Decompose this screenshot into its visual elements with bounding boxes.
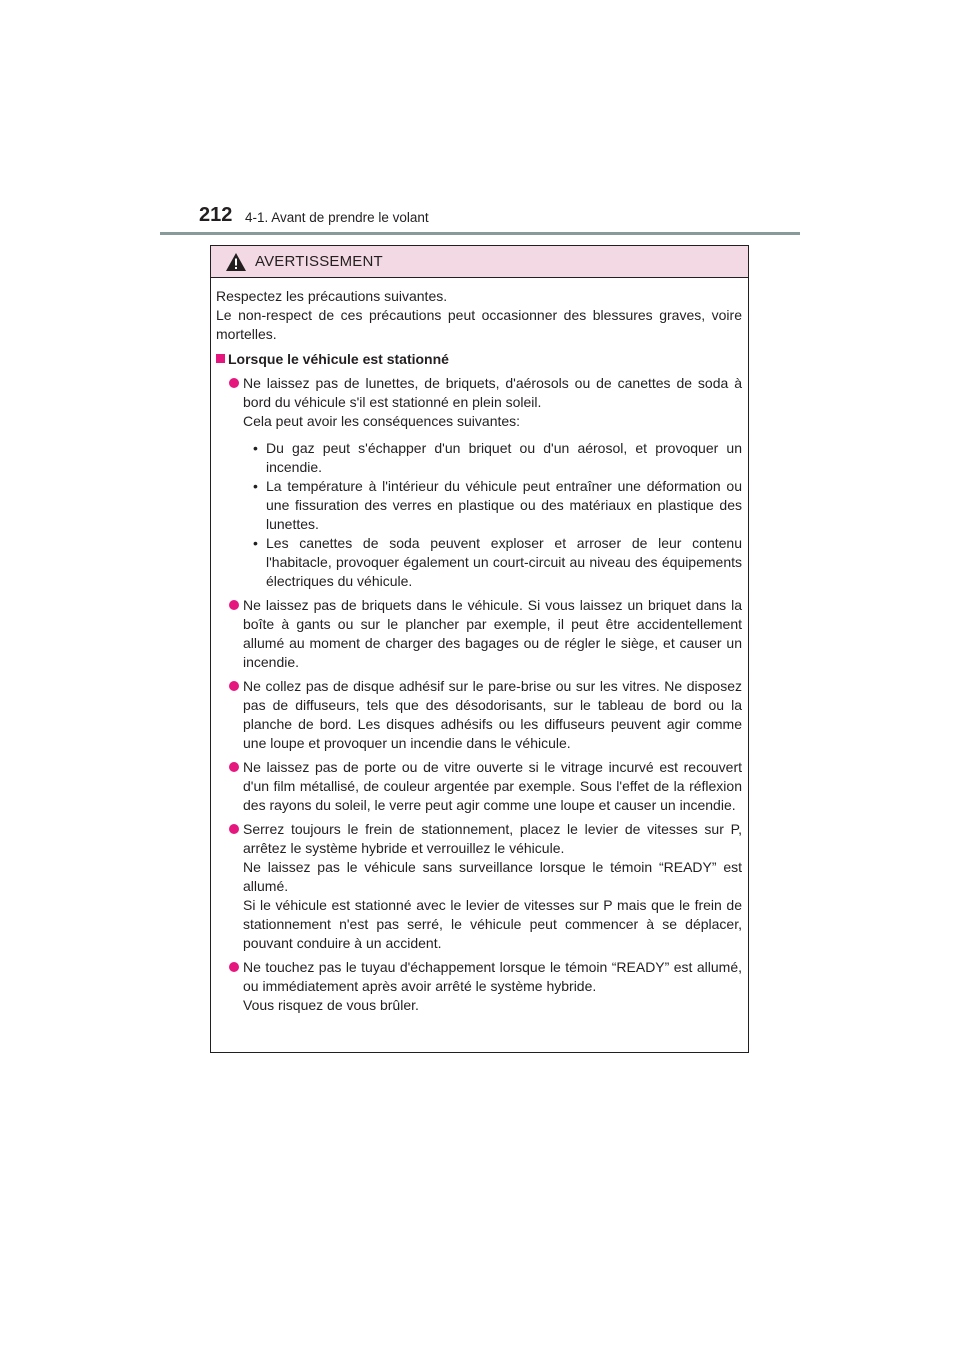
chapter-title: 4-1. Avant de prendre le volant [245, 210, 429, 225]
warning-title: AVERTISSEMENT [255, 253, 383, 270]
section-title: Lorsque le véhicule est stationné [228, 351, 449, 367]
circle-bullet-icon [229, 681, 239, 691]
page-number: 212 [199, 204, 233, 226]
sub-item [243, 477, 742, 534]
warning-intro [216, 287, 742, 344]
square-bullet-icon [216, 354, 225, 363]
list-item [216, 677, 742, 753]
list-item [216, 758, 742, 815]
intro-line: Le non-respect de ces précautions peut occasionner des blessures graves, voire mortelles. [216, 307, 742, 342]
dot-bullet-icon: • [253, 535, 258, 551]
sub-item [243, 534, 742, 591]
item-paragraph: Ne laissez pas de lunettes, de briquets, d'aérosols ou de canettes de soda à bord du véhicule s'il est stationné en plein soleil. [243, 375, 742, 410]
warning-triangle-icon [225, 252, 247, 272]
list-item [216, 958, 742, 1015]
warning-body [216, 287, 742, 1020]
item-paragraph: Ne touchez pas le tuyau d'échappement lorsque le témoin “READY” est allumé, ou immédiatement après avoir arrêté le système hybride. [243, 959, 742, 994]
section-heading [216, 350, 742, 369]
list-item [216, 374, 742, 591]
list-item [216, 596, 742, 672]
circle-bullet-icon [229, 378, 239, 388]
item-paragraph: Vous risquez de vous brûler. [243, 997, 419, 1013]
list-item [216, 820, 742, 953]
warning-header [211, 246, 748, 278]
sub-item-text: Du gaz peut s'échapper d'un briquet ou d'un aérosol, et provoquer un incendie. [266, 440, 742, 475]
warning-box [210, 245, 749, 1053]
circle-bullet-icon [229, 962, 239, 972]
item-paragraph: Ne laissez pas le véhicule sans surveillance lorsque le témoin “READY” est allumé. [243, 859, 742, 894]
sub-item-text: Les canettes de soda peuvent exploser et arroser de leur contenu l'habitacle, provoquer également un court-circuit au niveau des équipements électriques du véhicule. [266, 535, 742, 589]
item-paragraph: Cela peut avoir les conséquences suivantes: [243, 413, 521, 429]
item-paragraph: Ne laissez pas de briquets dans le véhicule. Si vous laissez un briquet dans la boîte à gants ou sur le plancher par exemple, il peut être accidentellement allumé au moment de charger des bagages ou de régler le siège, et causer un incendie. [243, 597, 742, 670]
intro-line: Respectez les précautions suivantes. [216, 288, 448, 304]
item-paragraph: Serrez toujours le frein de stationnement, placez le levier de vitesses sur P, arrêtez le système hybride et verrouillez le véhicule. [243, 821, 742, 856]
item-paragraph: Si le véhicule est stationné avec le levier de vitesses sur P mais que le frein de stationnement n'est pas serré, le véhicule peut commencer à se déplacer, pouvant conduire à un accident. [243, 897, 742, 951]
header-rule [160, 232, 800, 235]
sub-item [243, 439, 742, 477]
dot-bullet-icon: • [253, 478, 258, 494]
circle-bullet-icon [229, 762, 239, 772]
circle-bullet-icon [229, 600, 239, 610]
circle-bullet-icon [229, 824, 239, 834]
item-paragraph: Ne laissez pas de porte ou de vitre ouverte si le vitrage incurvé est recouvert d'un film métallisé, de couleur argentée par exemple. Sous l'effet de la réflexion des rayons du soleil, le verre peut agir comme une loupe et causer un incendie. [243, 759, 742, 813]
dot-bullet-icon: • [253, 440, 258, 456]
sub-item-text: La température à l'intérieur du véhicule peut entraîner une déformation ou une fissuration des verres en plastique ou des matériaux en plastique des lunettes. [266, 478, 742, 532]
item-paragraph: Ne collez pas de disque adhésif sur le pare-brise ou sur les vitres. Ne disposez pas de diffuseurs, tels que des désodorisants, sur le tableau de bord ou la planche de bord. Les disques adhésifs ou les diffuseurs peuvent agir comme une loupe et provoquer un incendie dans le véhicule. [243, 678, 742, 751]
